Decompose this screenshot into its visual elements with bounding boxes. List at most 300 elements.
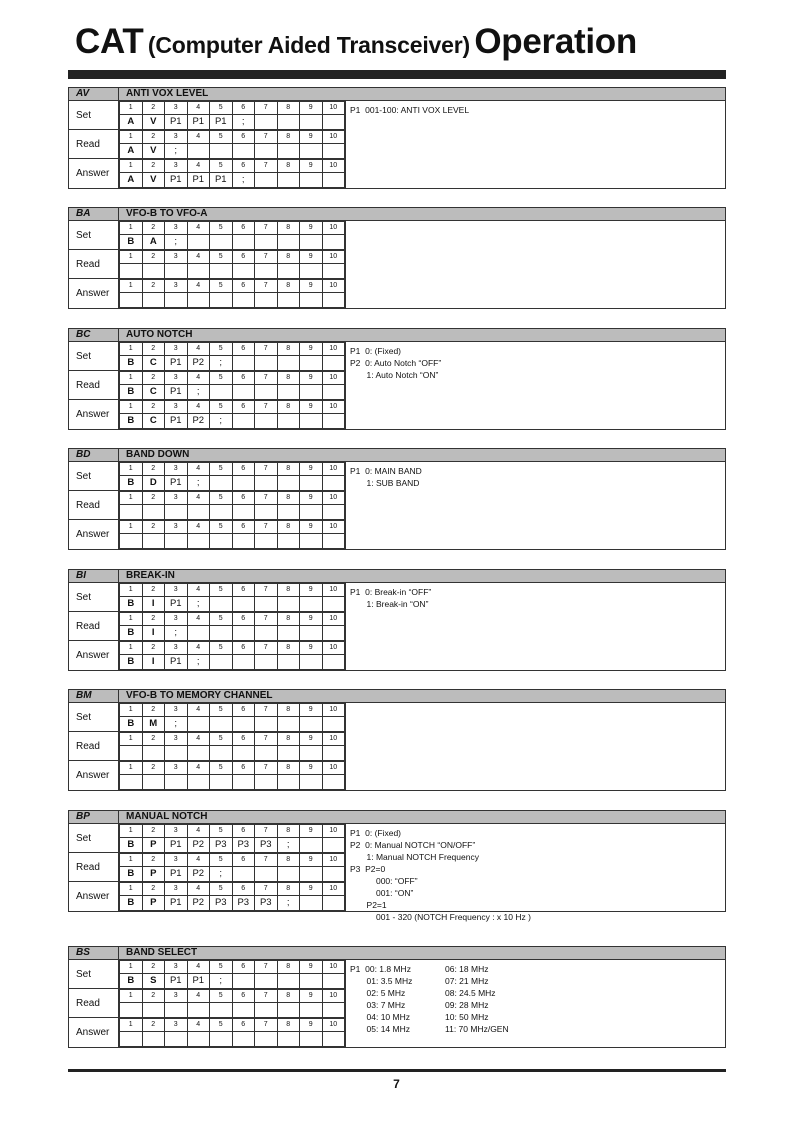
note-col-1: 04: 10 MHz xyxy=(350,1012,410,1022)
byte-index: 6 xyxy=(232,733,255,746)
byte-index: 6 xyxy=(232,584,255,597)
command-name: VFO-B TO VFO-A xyxy=(126,208,208,219)
byte-cell: ; xyxy=(210,356,233,371)
byte-cell: P2 xyxy=(187,414,210,429)
byte-index: 6 xyxy=(232,613,255,626)
byte-index: 4 xyxy=(187,372,210,385)
byte-cell xyxy=(322,775,345,790)
byte-cell xyxy=(187,235,210,250)
note-line: P2 0: Manual NOTCH “ON/OFF” xyxy=(350,840,476,850)
byte-index: 7 xyxy=(255,883,278,896)
parameter-notes xyxy=(350,465,720,489)
byte-cell xyxy=(300,476,323,491)
command-header xyxy=(68,569,726,583)
byte-index: 8 xyxy=(277,825,300,838)
byte-index: 8 xyxy=(277,613,300,626)
byte-cell xyxy=(210,775,233,790)
byte-cell xyxy=(322,115,345,130)
byte-cell: V xyxy=(142,144,165,159)
byte-index: 1 xyxy=(120,280,143,293)
note-line xyxy=(350,963,720,975)
note-line xyxy=(350,1023,720,1035)
byte-index: 1 xyxy=(120,160,143,173)
byte-cell xyxy=(255,746,278,761)
note-line: P2=1 xyxy=(350,900,387,910)
note-line: P1 0: (Fixed) xyxy=(350,346,402,356)
byte-index: 8 xyxy=(277,102,300,115)
byte-index: 2 xyxy=(142,102,165,115)
command-bm xyxy=(68,689,726,791)
byte-cell: B xyxy=(120,838,143,853)
byte-cell xyxy=(300,356,323,371)
byte-index: 1 xyxy=(120,825,143,838)
byte-cell xyxy=(255,264,278,279)
byte-index: 6 xyxy=(232,990,255,1003)
command-body xyxy=(68,703,726,791)
byte-cell xyxy=(255,867,278,882)
byte-cell xyxy=(142,775,165,790)
byte-cell xyxy=(322,655,345,670)
byte-cell xyxy=(300,1003,323,1018)
byte-index: 2 xyxy=(142,990,165,1003)
byte-index: 3 xyxy=(165,854,188,867)
byte-grid-read xyxy=(119,612,345,641)
byte-cell xyxy=(142,746,165,761)
byte-cell: P2 xyxy=(187,356,210,371)
byte-index: 2 xyxy=(142,463,165,476)
byte-index: 3 xyxy=(165,521,188,534)
byte-index: 1 xyxy=(120,584,143,597)
byte-index: 2 xyxy=(142,160,165,173)
command-code: BI xyxy=(69,570,119,582)
byte-cell: A xyxy=(120,173,143,188)
byte-cell: P3 xyxy=(255,896,278,911)
byte-cell: B xyxy=(120,896,143,911)
byte-index: 10 xyxy=(322,222,345,235)
command-header xyxy=(68,448,726,462)
byte-index: 10 xyxy=(322,343,345,356)
byte-cell: P1 xyxy=(187,173,210,188)
byte-cell xyxy=(120,534,143,549)
byte-cell xyxy=(277,144,300,159)
byte-cell xyxy=(210,655,233,670)
byte-cell xyxy=(210,264,233,279)
byte-cell xyxy=(300,505,323,520)
byte-index: 2 xyxy=(142,1019,165,1032)
note-col-1: 02: 5 MHz xyxy=(350,988,406,998)
byte-index: 5 xyxy=(210,492,233,505)
byte-index: 1 xyxy=(120,251,143,264)
byte-index: 4 xyxy=(187,280,210,293)
byte-index: 1 xyxy=(120,990,143,1003)
byte-cell xyxy=(277,655,300,670)
byte-index: 6 xyxy=(232,642,255,655)
command-bc xyxy=(68,328,726,430)
command-code: BA xyxy=(69,208,119,220)
byte-cell: A xyxy=(142,235,165,250)
byte-index: 1 xyxy=(120,222,143,235)
note-col-2: 10: 50 MHz xyxy=(445,1012,489,1022)
byte-index: 1 xyxy=(120,492,143,505)
byte-grid-read xyxy=(119,989,345,1018)
byte-cell: P1 xyxy=(165,385,188,400)
byte-index: 6 xyxy=(232,825,255,838)
note-line: 1: Auto Notch “ON” xyxy=(350,370,439,380)
byte-index: 6 xyxy=(232,280,255,293)
note-line: 1: Break-in “ON” xyxy=(350,599,429,609)
byte-index: 2 xyxy=(142,733,165,746)
byte-cell: ; xyxy=(187,597,210,612)
byte-cell: ; xyxy=(232,173,255,188)
byte-cell xyxy=(322,356,345,371)
note-col-2: 11: 70 MHz/GEN xyxy=(445,1024,509,1034)
byte-index: 9 xyxy=(300,613,323,626)
byte-index: 1 xyxy=(120,463,143,476)
byte-index: 3 xyxy=(165,492,188,505)
byte-cell xyxy=(277,746,300,761)
command-body xyxy=(68,824,726,922)
byte-index: 4 xyxy=(187,463,210,476)
byte-cell: I xyxy=(142,597,165,612)
command-code: BD xyxy=(69,449,119,461)
byte-index: 5 xyxy=(210,613,233,626)
byte-cell: P1 xyxy=(165,597,188,612)
byte-cell: P1 xyxy=(165,655,188,670)
byte-index: 8 xyxy=(277,733,300,746)
byte-index: 10 xyxy=(322,733,345,746)
byte-index: 7 xyxy=(255,160,278,173)
note-line xyxy=(350,987,720,999)
byte-index: 9 xyxy=(300,280,323,293)
command-bp xyxy=(68,810,726,922)
byte-cell: ; xyxy=(187,476,210,491)
byte-index: 1 xyxy=(120,521,143,534)
byte-cell xyxy=(322,173,345,188)
row-label-answer: Answer xyxy=(69,761,119,790)
byte-index: 2 xyxy=(142,372,165,385)
byte-index: 4 xyxy=(187,961,210,974)
byte-cell: P1 xyxy=(187,115,210,130)
byte-cell: P2 xyxy=(187,896,210,911)
command-code: AV xyxy=(69,88,119,100)
byte-index: 6 xyxy=(232,222,255,235)
note-line: 001 - 320 (NOTCH Frequency : x 10 Hz ) xyxy=(350,912,531,922)
byte-cell xyxy=(277,505,300,520)
byte-cell xyxy=(255,476,278,491)
byte-grid-answer xyxy=(119,279,345,308)
parameter-notes xyxy=(350,963,720,1035)
byte-cell xyxy=(120,505,143,520)
byte-index: 7 xyxy=(255,733,278,746)
byte-grid-set xyxy=(119,342,345,371)
byte-index: 10 xyxy=(322,131,345,144)
byte-index: 5 xyxy=(210,854,233,867)
row-label-answer: Answer xyxy=(69,641,119,670)
byte-cell xyxy=(255,775,278,790)
byte-cell: S xyxy=(142,974,165,989)
byte-cell: C xyxy=(142,414,165,429)
byte-index: 1 xyxy=(120,704,143,717)
byte-cell xyxy=(322,385,345,400)
byte-cell xyxy=(300,144,323,159)
byte-index: 5 xyxy=(210,642,233,655)
byte-index: 2 xyxy=(142,280,165,293)
byte-cell xyxy=(322,597,345,612)
byte-index: 9 xyxy=(300,825,323,838)
byte-cell xyxy=(232,264,255,279)
byte-index: 3 xyxy=(165,704,188,717)
byte-index: 4 xyxy=(187,102,210,115)
byte-cell: A xyxy=(120,115,143,130)
byte-index: 2 xyxy=(142,401,165,414)
byte-index: 9 xyxy=(300,160,323,173)
byte-index: 1 xyxy=(120,1019,143,1032)
byte-index: 2 xyxy=(142,704,165,717)
byte-cell xyxy=(120,264,143,279)
command-name: BAND DOWN xyxy=(126,449,190,460)
byte-index: 10 xyxy=(322,704,345,717)
column-separator xyxy=(345,342,346,429)
byte-index: 10 xyxy=(322,1019,345,1032)
byte-cell xyxy=(300,115,323,130)
byte-grid-read xyxy=(119,853,345,882)
byte-cell xyxy=(322,626,345,641)
byte-cell xyxy=(255,597,278,612)
byte-index: 2 xyxy=(142,883,165,896)
byte-index: 2 xyxy=(142,762,165,775)
byte-index: 8 xyxy=(277,343,300,356)
byte-index: 3 xyxy=(165,401,188,414)
byte-cell xyxy=(300,626,323,641)
byte-cell xyxy=(322,1003,345,1018)
byte-cell xyxy=(232,867,255,882)
byte-index: 8 xyxy=(277,1019,300,1032)
byte-cell xyxy=(232,746,255,761)
byte-index: 5 xyxy=(210,825,233,838)
byte-cell: ; xyxy=(187,655,210,670)
byte-cell xyxy=(232,505,255,520)
byte-index: 3 xyxy=(165,280,188,293)
byte-grid-answer xyxy=(119,761,345,790)
byte-grid-read xyxy=(119,371,345,400)
byte-cell xyxy=(322,746,345,761)
byte-grid-set xyxy=(119,824,345,853)
byte-index: 5 xyxy=(210,961,233,974)
byte-index: 8 xyxy=(277,584,300,597)
byte-cell xyxy=(232,597,255,612)
byte-cell xyxy=(255,717,278,732)
command-header xyxy=(68,328,726,342)
byte-index: 4 xyxy=(187,704,210,717)
note-col-2: 06: 18 MHz xyxy=(445,964,489,974)
byte-index: 8 xyxy=(277,492,300,505)
byte-cell: I xyxy=(142,626,165,641)
byte-index: 5 xyxy=(210,883,233,896)
byte-index: 1 xyxy=(120,102,143,115)
byte-index: 3 xyxy=(165,990,188,1003)
byte-index: 8 xyxy=(277,401,300,414)
byte-index: 7 xyxy=(255,521,278,534)
note-line xyxy=(350,975,720,987)
byte-index: 10 xyxy=(322,642,345,655)
byte-cell xyxy=(255,385,278,400)
byte-index: 9 xyxy=(300,584,323,597)
byte-cell xyxy=(277,1032,300,1047)
command-body xyxy=(68,462,726,550)
byte-index: 2 xyxy=(142,613,165,626)
note-line xyxy=(350,1011,720,1023)
byte-index: 5 xyxy=(210,584,233,597)
byte-cell: B xyxy=(120,476,143,491)
byte-grid-set xyxy=(119,703,345,732)
byte-index: 4 xyxy=(187,160,210,173)
command-code: BS xyxy=(69,947,119,959)
byte-index: 9 xyxy=(300,251,323,264)
byte-cell xyxy=(300,293,323,308)
byte-cell xyxy=(300,746,323,761)
command-body xyxy=(68,221,726,309)
command-name: BREAK-IN xyxy=(126,570,175,581)
byte-cell xyxy=(142,264,165,279)
byte-cell xyxy=(277,356,300,371)
command-header xyxy=(68,946,726,960)
byte-grid-set xyxy=(119,583,345,612)
byte-index: 2 xyxy=(142,521,165,534)
byte-index: 5 xyxy=(210,251,233,264)
byte-index: 7 xyxy=(255,762,278,775)
byte-cell: B xyxy=(120,235,143,250)
byte-cell: V xyxy=(142,115,165,130)
byte-cell: P xyxy=(142,896,165,911)
byte-cell xyxy=(232,626,255,641)
byte-index: 10 xyxy=(322,613,345,626)
byte-index: 6 xyxy=(232,131,255,144)
byte-index: 5 xyxy=(210,343,233,356)
page-number: 7 xyxy=(393,1077,400,1091)
byte-cell xyxy=(322,974,345,989)
byte-grid-set xyxy=(119,101,345,130)
byte-index: 2 xyxy=(142,642,165,655)
byte-cell xyxy=(277,264,300,279)
column-separator xyxy=(345,960,346,1047)
byte-index: 4 xyxy=(187,343,210,356)
byte-index: 1 xyxy=(120,642,143,655)
byte-index: 5 xyxy=(210,280,233,293)
command-header xyxy=(68,810,726,824)
byte-index: 5 xyxy=(210,131,233,144)
byte-index: 7 xyxy=(255,825,278,838)
byte-cell: ; xyxy=(165,626,188,641)
byte-cell xyxy=(142,1003,165,1018)
byte-index: 7 xyxy=(255,222,278,235)
byte-index: 5 xyxy=(210,160,233,173)
byte-index: 3 xyxy=(165,825,188,838)
byte-cell xyxy=(322,838,345,853)
byte-cell xyxy=(255,1032,278,1047)
byte-index: 9 xyxy=(300,990,323,1003)
byte-cell xyxy=(232,476,255,491)
byte-cell: B xyxy=(120,867,143,882)
byte-index: 2 xyxy=(142,251,165,264)
byte-index: 7 xyxy=(255,463,278,476)
command-ba xyxy=(68,207,726,309)
byte-cell: ; xyxy=(210,867,233,882)
footer-rule xyxy=(68,1069,726,1072)
byte-cell xyxy=(300,235,323,250)
row-label-read: Read xyxy=(69,989,119,1018)
byte-index: 9 xyxy=(300,961,323,974)
byte-cell: I xyxy=(142,655,165,670)
byte-cell xyxy=(165,1003,188,1018)
byte-cell: P3 xyxy=(232,896,255,911)
row-label-read: Read xyxy=(69,371,119,400)
byte-index: 5 xyxy=(210,704,233,717)
byte-index: 9 xyxy=(300,883,323,896)
byte-cell xyxy=(322,476,345,491)
byte-index: 1 xyxy=(120,343,143,356)
byte-index: 5 xyxy=(210,401,233,414)
byte-cell: ; xyxy=(210,414,233,429)
byte-index: 7 xyxy=(255,642,278,655)
note-line: 1: Manual NOTCH Frequency xyxy=(350,852,479,862)
byte-cell: P1 xyxy=(165,867,188,882)
parameter-notes xyxy=(350,345,720,381)
byte-cell xyxy=(120,1032,143,1047)
byte-cell xyxy=(210,293,233,308)
byte-cell xyxy=(232,534,255,549)
byte-index: 5 xyxy=(210,521,233,534)
byte-cell xyxy=(255,144,278,159)
byte-index: 8 xyxy=(277,521,300,534)
byte-index: 3 xyxy=(165,372,188,385)
byte-cell: P3 xyxy=(232,838,255,853)
byte-index: 6 xyxy=(232,521,255,534)
column-separator xyxy=(345,101,346,188)
byte-index: 10 xyxy=(322,990,345,1003)
row-label-answer: Answer xyxy=(69,882,119,911)
byte-index: 10 xyxy=(322,584,345,597)
byte-index: 5 xyxy=(210,762,233,775)
byte-cell xyxy=(210,1032,233,1047)
byte-index: 2 xyxy=(142,584,165,597)
byte-cell xyxy=(277,534,300,549)
row-label-set: Set xyxy=(69,960,119,989)
byte-index: 9 xyxy=(300,704,323,717)
byte-index: 5 xyxy=(210,102,233,115)
byte-cell xyxy=(277,173,300,188)
note-col-2: 08: 24.5 MHz xyxy=(445,988,496,998)
byte-cell: P1 xyxy=(165,476,188,491)
byte-cell xyxy=(210,1003,233,1018)
byte-index: 4 xyxy=(187,251,210,264)
column-separator xyxy=(345,462,346,549)
byte-grid-answer xyxy=(119,159,345,188)
byte-grid-set xyxy=(119,462,345,491)
byte-cell: P2 xyxy=(187,867,210,882)
byte-index: 9 xyxy=(300,521,323,534)
byte-cell: ; xyxy=(210,974,233,989)
byte-index: 4 xyxy=(187,825,210,838)
byte-cell xyxy=(277,385,300,400)
title-operation: Operation xyxy=(474,22,637,61)
byte-index: 6 xyxy=(232,251,255,264)
byte-cell xyxy=(142,534,165,549)
byte-cell: P3 xyxy=(210,838,233,853)
byte-cell: ; xyxy=(277,896,300,911)
byte-cell xyxy=(255,414,278,429)
byte-cell xyxy=(142,293,165,308)
byte-cell xyxy=(255,505,278,520)
